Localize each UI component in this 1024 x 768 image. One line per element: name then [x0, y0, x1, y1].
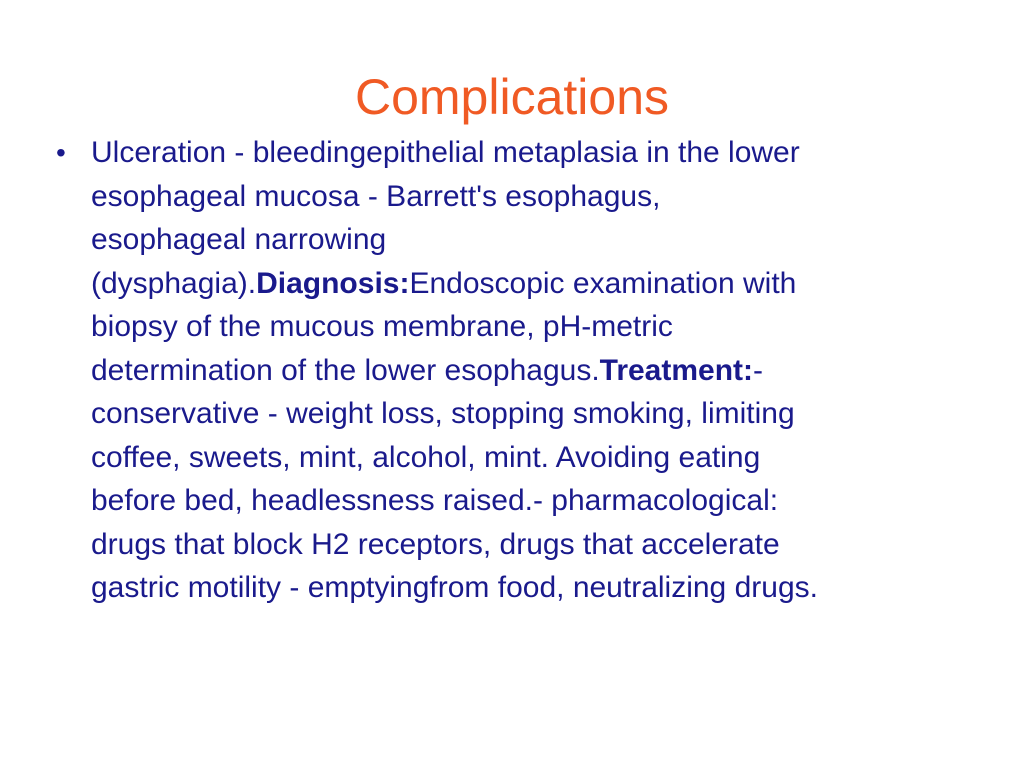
text-segment: drugs that block H2 receptors, drugs that accelerate [91, 527, 780, 561]
text-segment: gastric motility - emptyingfrom food, neutralizing drugs. [91, 571, 818, 604]
text-line-8 [91, 436, 966, 480]
bullet-item [56, 131, 966, 610]
text-line-5 [91, 305, 966, 349]
text-line-3 [91, 218, 966, 262]
text-segment: biopsy of the mucous membrane, pH-metric [91, 310, 673, 343]
bullet-icon: • [56, 137, 66, 168]
text-line-6 [91, 349, 966, 393]
text-line-9 [91, 479, 966, 523]
text-line-2 [91, 175, 966, 219]
diagnosis-heading: Diagnosis: [256, 266, 410, 300]
text-line-7 [91, 392, 966, 436]
text-segment: coffee, sweets, mint, alcohol, mint. Avoiding eating [91, 440, 761, 474]
text-line-10 [91, 523, 966, 567]
text-line-11 [91, 566, 966, 610]
text-line-1 [91, 131, 966, 175]
text-segment: Endoscopic examination with [409, 266, 797, 300]
text-segment: before bed, headlessness raised.- pharmacological: [91, 484, 779, 517]
text-segment: esophageal mucosa - Barrett's esophagus, [91, 179, 661, 213]
text-segment: conservative - weight loss, stopping smoking, limiting [91, 397, 795, 430]
text-segment: (dysphagia). [91, 266, 257, 300]
text-segment: Ulceration - bleedingepithelial metaplasia in the lower [91, 136, 800, 169]
text-segment: esophageal narrowing [91, 223, 387, 256]
treatment-heading: Treatment: [599, 353, 754, 387]
bullet-list [56, 131, 966, 610]
text-segment: determination of the lower esophagus. [91, 353, 600, 387]
text-line-4 [91, 262, 966, 306]
slide-title: Complications [354, 69, 669, 125]
text-segment: - [753, 353, 764, 387]
